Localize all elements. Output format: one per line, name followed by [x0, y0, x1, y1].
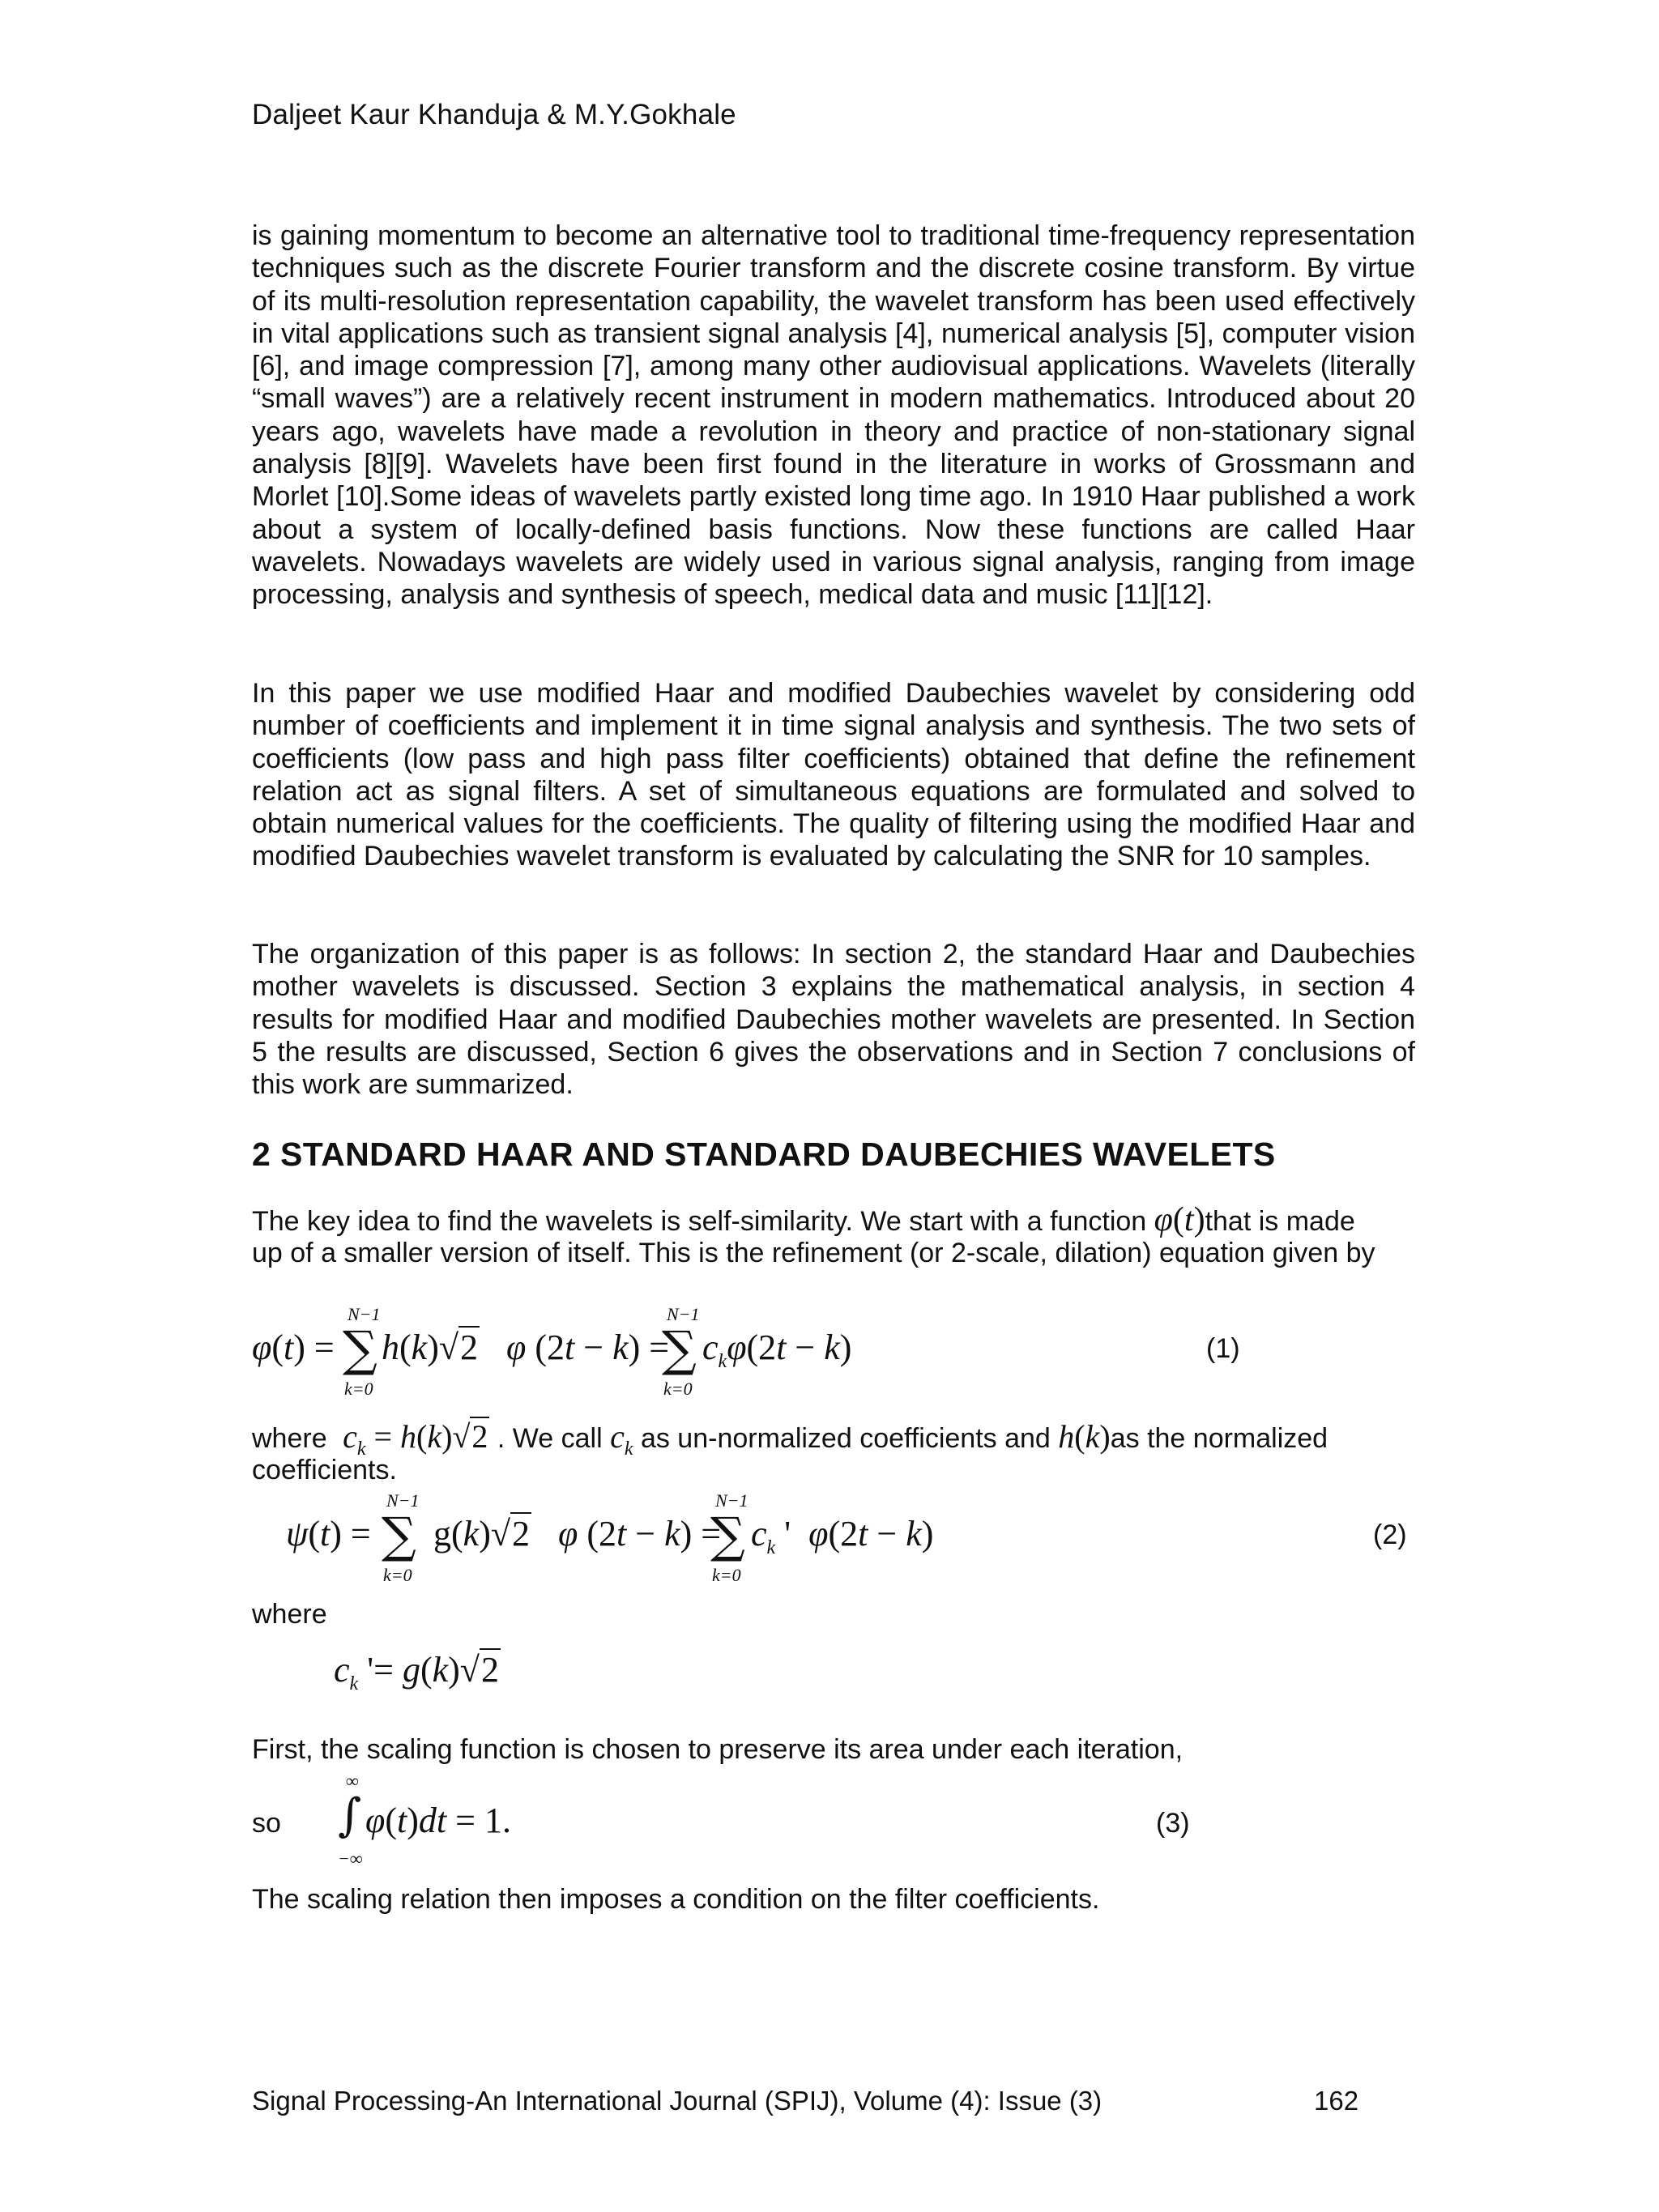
intro-text-part-1: The key idea to find the wavelets is self-similarity. We start with a function: [252, 1206, 1147, 1237]
eq2-sum2-sigma: ∑: [710, 1507, 745, 1564]
eq3-int-upper: ∞: [346, 1771, 359, 1791]
section-intro-line-1: [252, 1200, 1355, 1239]
where-line-2: where: [252, 1599, 327, 1630]
eq2-middle: g(k)√2 φ (2t − k) =: [433, 1514, 722, 1554]
eq1-sum2-sigma: ∑: [662, 1321, 697, 1378]
ck-definition: $c_k = h(k)√2$: [343, 1418, 488, 1460]
equation-1: [252, 1304, 1427, 1399]
eq2-lhs: ψ(t) =: [286, 1514, 371, 1554]
paragraph-organization: The organization of this paper is as follows: In section 2, the standard Haar and Daubechies mother wavelets is discussed. Section 3 explains the mathematical analysis, in section 4 results for modified Haar and modified Daubechies mother wavelets are presented. In Section 5 the results are discussed, Section 6 gives the observations and in Section 7 conclusions of this work are summarized.: [252, 939, 1415, 1101]
so-word: so: [252, 1808, 281, 1839]
eq3-integral-sign: ∫: [338, 1789, 362, 1842]
eq1-sum1-lower: k=0: [344, 1379, 373, 1399]
intro-text-part-2: that is made: [1205, 1206, 1355, 1237]
footer-journal: Signal Processing-An International Journal (SPIJ), Volume (4): Issue (3): [252, 2086, 1102, 2116]
paragraph-intro: is gaining momentum to become an alternative tool to traditional time-frequency representation techniques such as the discrete Fourier transform and the discrete cosine transform. By virtue of its multi-resolution representation capability, the wavelet transform has been used effectively in vital applications such as transient signal analysis [4], numerical analysis [5], computer vision [6], and image compression [7], among many other audiovisual applications. Wavelets (literally “small waves”) are a relatively recent instrument in modern mathematics. Introduced about 20 years ago, wavelets have made a revolution in theory and practice of non-stationary signal analysis [8][9]. Wavelets have been first found in the literature in works of Grossmann and Morlet [10].Some ideas of wavelets partly existed long time ago. In 1910 Haar published a work about a system of locally-defined basis functions. Now these functions are called Haar wavelets. Nowadays wavelets are widely used in various signal analysis, ranging from image processing, analysis and synthesis of speech, medical data and music [11][12].: [252, 220, 1415, 611]
eq1-middle: h(k)√2 φ (2t − k) =: [382, 1328, 670, 1367]
footer-page-number: 162: [1314, 2086, 1359, 2116]
eq2-sum1-lower: k=0: [383, 1565, 412, 1585]
ck-prime-definition: $c_k$ '= g(k)√2: [334, 1650, 499, 1694]
we-call-text: . We call: [497, 1423, 603, 1454]
eq1-rhs: $c_k\varphi(2t - k)$: [702, 1328, 852, 1372]
unnormalized-text: as un-normalized coefficients and: [640, 1423, 1051, 1454]
normalized-text: as the normalized: [1110, 1423, 1328, 1454]
where-line-1: [252, 1417, 1328, 1460]
phi-of-t-inline: φ(t): [1154, 1201, 1205, 1238]
coefficients-line: coefficients.: [252, 1455, 397, 1485]
eq3-body: φ(t)dt = 1.: [365, 1801, 511, 1840]
where-word-1: where: [252, 1423, 327, 1454]
eq2-number: (2): [1373, 1519, 1407, 1550]
paragraph-approach: In this paper we use modified Haar and modified Daubechies wavelet by considering odd number of coefficients and implement it in time signal analysis and synthesis. The two sets of coefficients (low pass and high pass filter coefficients) obtained that define the refinement relation act as signal filters. A set of simultaneous equations are formulated and solved to obtain numerical values for the coefficients. The quality of filtering using the modified Haar and modified Daubechies wavelet transform is evaluated by calculating the SNR for 10 samples.: [252, 678, 1415, 872]
eq2-sum2-lower: k=0: [712, 1565, 741, 1585]
eq1-sum1-sigma: ∑: [343, 1321, 377, 1378]
section-intro-line-2: up of a smaller version of itself. This is the refinement (or 2-scale, dilation) equation given by: [252, 1238, 1375, 1268]
eq2-sum1-sigma: ∑: [382, 1507, 416, 1564]
eq1-lhs: φ(t) =: [252, 1328, 335, 1367]
eq3-number: (3): [1156, 1808, 1190, 1839]
equation-3: [252, 1771, 1224, 1868]
eq2-sum1-upper: N−1: [386, 1490, 420, 1511]
eq2-sum2-upper: N−1: [715, 1490, 748, 1511]
eq1-sum2-upper: N−1: [667, 1304, 700, 1324]
eq1-sum2-lower: k=0: [663, 1379, 693, 1399]
ck-symbol: $c_k$: [610, 1418, 633, 1460]
scaling-function-line: First, the scaling function is chosen to preserve its area under each iteration,: [252, 1734, 1183, 1765]
equation-2: [252, 1490, 1427, 1585]
running-header-authors: Daljeet Kaur Khanduja & M.Y.Gokhale: [252, 99, 736, 130]
eq1-sum1-upper: N−1: [348, 1304, 381, 1324]
scaling-relation-line: The scaling relation then imposes a condition on the filter coefficients.: [252, 1884, 1100, 1915]
hk-symbol: h(k): [1058, 1418, 1111, 1455]
eq1-number: (1): [1206, 1333, 1240, 1364]
eq2-rhs: $c_k$ ' φ(2t − k): [751, 1514, 934, 1558]
section-heading: 2 STANDARD HAAR AND STANDARD DAUBECHIES WAVELETS: [252, 1136, 1276, 1173]
eq3-int-lower: −∞: [338, 1848, 363, 1869]
